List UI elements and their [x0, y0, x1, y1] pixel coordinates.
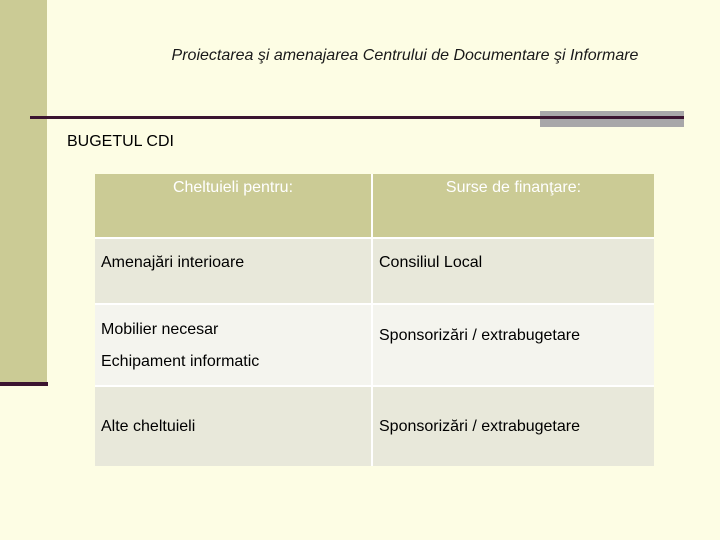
header-expenses: Cheltuieli pentru: [95, 174, 373, 237]
slide-title: Proiectarea şi amenajarea Centrului de Documentare şi Informare [171, 47, 639, 64]
expense-cell: Alte cheltuieli [95, 387, 373, 466]
section-heading: BUGETUL CDI [67, 133, 174, 150]
expense-line: Echipament informatic [101, 353, 260, 370]
title-divider-line [30, 116, 540, 119]
budget-table [95, 174, 654, 466]
table-row [95, 387, 654, 466]
table-row [95, 239, 654, 305]
expense-cell [95, 305, 373, 385]
table-row [95, 305, 654, 387]
header-funding-sources: Surse de finanţare: [445, 179, 582, 196]
expense-cell: Amenajări interioare [95, 239, 373, 303]
left-decorative-bar [0, 0, 47, 383]
source-cell: Consiliul Local [379, 254, 483, 271]
divider-accent-block [540, 111, 684, 127]
left-bar-bottom-line [0, 382, 48, 386]
divider-accent-line [540, 116, 684, 119]
expense-line: Mobilier necesar [101, 321, 219, 338]
source-cell: Sponsorizări / extrabugetare [379, 327, 580, 344]
source-cell: Sponsorizări / extrabugetare [379, 418, 580, 435]
table-header-row [95, 174, 654, 239]
